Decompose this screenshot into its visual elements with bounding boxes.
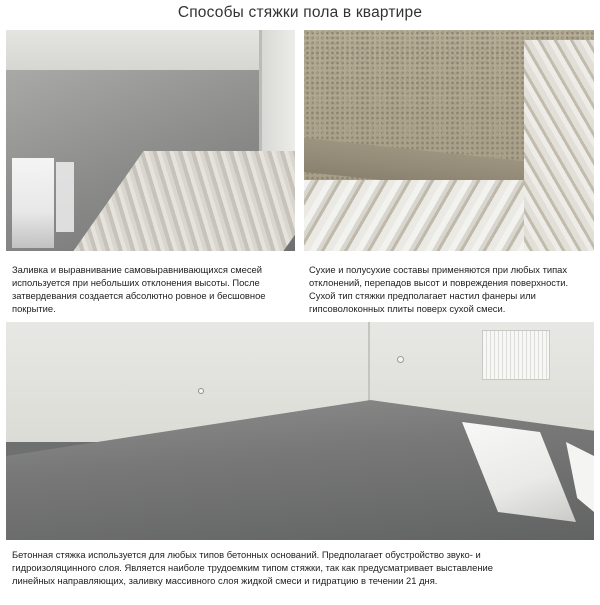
caption-self-leveling: [12, 263, 297, 315]
caption-line: Заливка и выравнивание самовыравнивающихся смесей: [12, 264, 263, 275]
caption-concrete-screed: [12, 548, 597, 587]
page-title: Способы стяжки пола в квартире: [177, 4, 423, 21]
caption-line: Сухие и полусухие составы применяются при любых типах: [309, 264, 568, 275]
caption-dry-screed: [309, 263, 599, 315]
caption-line: Бетонная стяжка используется для любых типов бетонных оснований. Предполагает обустройство звуко- и: [12, 549, 481, 560]
caption-line: Сухой тип стяжки предполагает настил фанеры или: [309, 290, 536, 301]
concrete-screed-photo: [6, 322, 594, 540]
radiator-image: [482, 330, 550, 380]
caption-line: покрытие.: [12, 303, 56, 314]
caption-line: затвердевания создается абсолютно ровное и бесшовное: [12, 290, 266, 301]
semi-dry-screed-photo: [304, 30, 594, 251]
caption-line: отклонений, перепадов высот и повреждения поверхности.: [309, 277, 569, 288]
caption-line: гипсоволоконных плиты поверх сухой смеси.: [309, 303, 506, 314]
caption-line: гидроизоляцинного слоя. Является наиболе трудоемким типом стяжки, так как предусматривает выставление: [12, 562, 493, 573]
caption-line: используется при небольших отклонения высоты. После: [12, 277, 260, 288]
caption-line: линейных направляющих, заливку массивного слоя жидкой смеси и гидратцию в течении 21 дня.: [12, 575, 438, 586]
self-leveling-floor-photo: [6, 30, 295, 251]
